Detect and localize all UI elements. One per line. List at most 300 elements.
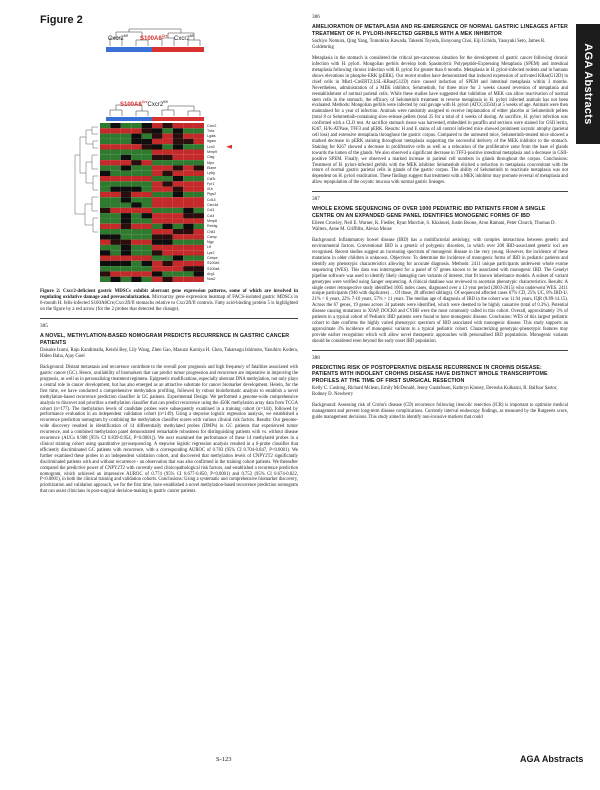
group-bar-1: [106, 47, 152, 52]
heatmap-cell: [183, 160, 193, 165]
heatmap-cell: [183, 208, 193, 213]
heatmap-cell: [100, 213, 110, 218]
heatmap-cell: [173, 234, 183, 239]
heatmap-cell: [173, 197, 183, 202]
heatmap-cell: [100, 218, 110, 223]
heatmap-cell: [173, 181, 183, 186]
heatmap-cell: [152, 187, 162, 192]
heatmap-cell: [110, 240, 120, 245]
heatmap-cell: [152, 218, 162, 223]
heatmap-cell: [142, 197, 152, 202]
heatmap-cell: [142, 250, 152, 255]
heatmap-cell: [162, 144, 172, 149]
heatmap-cell: [121, 218, 131, 223]
heatmap-cell: [173, 165, 183, 170]
heatmap-cell: [110, 277, 120, 282]
heatmap-cell: [121, 176, 131, 181]
heatmap-cell: [121, 271, 131, 276]
heatmap-cell: [162, 208, 172, 213]
heatmap-cell: [121, 155, 131, 160]
heatmap-cell: [183, 150, 193, 155]
heatmap-cell: [142, 218, 152, 223]
heatmap-cell: [142, 192, 152, 197]
heatmap-cell: [121, 213, 131, 218]
figure-2: [40, 28, 298, 286]
heatmap-cell: [152, 134, 162, 139]
abstract-388: [312, 355, 568, 422]
heatmap-cell: [110, 134, 120, 139]
abstract-title: A NOVEL, METHYLATION-BASED NOMOGRAM PREDICTS RECURRENCE IN GASTRIC CANCER PATIENTS: [40, 333, 290, 346]
heatmap-cell: [110, 229, 120, 234]
divider: [312, 191, 568, 192]
label-group-3: $Cxcr2^{fl/fl}$: [174, 34, 195, 42]
heatmap-cell: [121, 240, 131, 245]
heatmap-cell: [194, 123, 204, 128]
heatmap-cell: [121, 208, 131, 213]
gene-label: Cxcr2: [207, 123, 217, 128]
heatmap-cell: [100, 266, 110, 271]
heatmap-cell: [131, 229, 141, 234]
heatmap-cell: [110, 208, 120, 213]
heatmap-cell: [110, 218, 120, 223]
heatmap-cell: [194, 160, 204, 165]
heatmap-cell: [131, 176, 141, 181]
heatmap-cell: [100, 165, 110, 170]
right-column: [312, 14, 568, 421]
group-bar-2: [152, 47, 204, 52]
abstract-number: 385: [40, 323, 48, 329]
heatmap-cell: [142, 150, 152, 155]
heatmap-cell: [100, 208, 110, 213]
heatmap-cell: [131, 266, 141, 271]
abstract-authors: Daisuke Izumi, Raju Kandimalla, Keishi Bey, Lily Wang, Zhen Gao, Masuzo Kamiya H. Chen, Takatsugu Ishimoto, Yasuhiro Kodera, Hideo Baba, Ajay Goel: [40, 348, 298, 360]
heatmap-cell: [142, 171, 152, 176]
heatmap-cell: [162, 213, 172, 218]
gene-label: Mmp8: [207, 218, 217, 223]
heatmap-cell: [194, 187, 204, 192]
heatmap-cell: [131, 139, 141, 144]
heatmap-cell: [100, 250, 110, 255]
heatmap-cell: [131, 261, 141, 266]
heatmap-cell: [173, 160, 183, 165]
row-dendrogram: [75, 127, 98, 232]
heatmap-cell: [183, 250, 193, 255]
heatmap-cell: [100, 171, 110, 176]
group-bar-4: [152, 117, 204, 121]
heatmap-cell: [142, 213, 152, 218]
heatmap-cell: [183, 139, 193, 144]
heatmap-cell: [152, 150, 162, 155]
heatmap-cell: [121, 250, 131, 255]
heatmap-cell: [173, 277, 183, 282]
heatmap-cell: [142, 123, 152, 128]
heatmap-cell: [121, 181, 131, 186]
heatmap-cell: [142, 208, 152, 213]
heatmap-cell: [110, 160, 120, 165]
heatmap-cell: [152, 256, 162, 261]
heatmap-cell: [110, 245, 120, 250]
gene-label: Mmp9: [207, 150, 217, 154]
heatmap-cell: [110, 176, 120, 181]
heatmap-cell: [100, 155, 110, 160]
heatmap-cell: [194, 155, 204, 160]
heatmap-cell: [100, 192, 110, 197]
gene-label: Mpo: [207, 160, 214, 165]
heatmap-cell: [131, 208, 141, 213]
heatmap-cell: [110, 192, 120, 197]
heatmap-cell: [183, 229, 193, 234]
heatmap-cell: [173, 266, 183, 271]
heatmap-cell: [121, 150, 131, 155]
heatmap-cell: [131, 150, 141, 155]
heatmap-cell: [162, 139, 172, 144]
heatmap-cell: [152, 240, 162, 245]
abstract-number: 386: [312, 14, 320, 20]
heatmap-cell: [121, 134, 131, 139]
heatmap-cell: [131, 245, 141, 250]
heatmap-cell: [183, 277, 193, 282]
heatmap-cell: [131, 160, 141, 165]
heatmap-cell: [152, 271, 162, 276]
heatmap-cell: [142, 266, 152, 271]
heatmap-cell: [131, 123, 141, 128]
heatmap-cell: [142, 128, 152, 133]
abstract-385: [40, 323, 298, 495]
heatmap-cell: [110, 261, 120, 266]
gene-label: Ctsg: [207, 155, 215, 160]
heatmap-cell: [152, 261, 162, 266]
heatmap-cell: [121, 277, 131, 282]
gene-label: Itgam: [207, 139, 216, 144]
heatmap-cell: [183, 224, 193, 229]
heatmap-cell: [110, 144, 120, 149]
heatmap-cell: [100, 271, 110, 276]
heatmap-cell: [162, 134, 172, 139]
abstract-386: [312, 14, 568, 186]
heatmap-cell: [131, 197, 141, 202]
heatmap-cell: [131, 250, 141, 255]
heatmap-cell: [131, 192, 141, 197]
heatmap-cell: [194, 277, 204, 282]
heatmap-cell: [183, 165, 193, 170]
heatmap-cell: [183, 181, 193, 186]
heatmap-cell: [183, 271, 193, 276]
heatmap-cell: [100, 203, 110, 208]
heatmap-cell: [194, 144, 204, 149]
heatmap-cell: [173, 128, 183, 133]
gene-label: Ltf: [207, 245, 211, 250]
abstract-number: 388: [312, 354, 320, 361]
heatmap-cell: [100, 256, 110, 261]
heatmap-cell: [173, 208, 183, 213]
heatmap-cell: [110, 155, 120, 160]
heatmap-cell: [121, 229, 131, 234]
heatmap-cell: [152, 155, 162, 160]
heatmap-cell: [194, 203, 204, 208]
heatmap-cell: [142, 139, 152, 144]
abstract-387: [312, 196, 568, 345]
heatmap-cell: [142, 224, 152, 229]
heatmap-cell: [152, 203, 162, 208]
group-bar-3: [106, 117, 152, 121]
heatmap-cell: [173, 203, 183, 208]
heatmap-cell: [173, 256, 183, 261]
heatmap-cell: [162, 245, 172, 250]
heatmap-cell: [183, 256, 193, 261]
abstract-title: PREDICTING RISK OF POSTOPERATIVE DISEASE RECURRENCE IN CROHNS DISEASE: PATIENTS WITH INDOLENT CROHNS DISEASE HAVE DISTINCT WHOLE TRANSCRIPTOME PROFILES AT THE TIME OF FIRST SURGICAL RESECTION: [312, 364, 548, 384]
label-group-mid: $S100A8^{Cre}Cxcr2^{fl/fl}$: [120, 100, 168, 108]
heatmap-cell: [194, 150, 204, 155]
abstract-authors: Kelly C. Cushing, Richard Mclean, Emily McDonald, Jenny Gustafsson, Kathryn Kinney, Devesha Kulkarni, R. Balfour Sartor, Rodney D. Newberry: [312, 386, 558, 398]
heatmap-cell: [110, 234, 120, 239]
heatmap-cell: [110, 181, 120, 186]
heatmap-cell: [121, 266, 131, 271]
heatmap-cell: [110, 256, 120, 261]
heatmap-cell: [131, 277, 141, 282]
heatmap-cell: [152, 165, 162, 170]
heatmap-cell: [194, 134, 204, 139]
heatmap-cell: [194, 197, 204, 202]
gene-label: Il1b: [207, 187, 213, 192]
heatmap-cell: [183, 197, 193, 202]
heatmap-cell: [173, 224, 183, 229]
gene-label: Ly6g: [207, 171, 215, 176]
gene-label: Ngp: [207, 240, 214, 245]
heatmap-cell: [194, 128, 204, 133]
heatmap-cell: [173, 213, 183, 218]
heatmap-cell: [183, 123, 193, 128]
heatmap-cell: [183, 266, 193, 271]
heatmap-cell: [173, 250, 183, 255]
heatmap-cell: [110, 123, 120, 128]
heatmap-cell: [162, 155, 172, 160]
page-number: S-123: [216, 756, 232, 763]
heatmap-cell: [152, 197, 162, 202]
gene-label: Cd14: [207, 197, 216, 202]
heatmap-cell: [194, 165, 204, 170]
section-tab-label: AGA Abstracts: [582, 43, 594, 125]
heatmap-cell: [142, 229, 152, 234]
heatmap-cell: [121, 144, 131, 149]
heatmap-cell: [110, 139, 120, 144]
heatmap-cell: [121, 187, 131, 192]
gene-label: Csf3r: [207, 176, 216, 181]
heatmap-cell: [152, 171, 162, 176]
heatmap-cell: [121, 234, 131, 239]
heatmap-cell: [194, 256, 204, 261]
heatmap-cell: [173, 218, 183, 223]
heatmap-cell: [142, 234, 152, 239]
abstract-authors: Eileen Crowley, Neil E. Warner, K. Fiedler, Ryan Murchie, S. Khalouei, Justin Boone, Arun Ramani, Peter Church, Thomas D. Walters, Anne M. Griffiths, Aleixo Muise: [312, 221, 556, 233]
heatmap-cell: [162, 165, 172, 170]
heatmap-cell: [162, 187, 172, 192]
heatmap-cell: [131, 187, 141, 192]
heatmap-cell: [110, 203, 120, 208]
heatmap-cell: [100, 139, 110, 144]
heatmap-cell: [142, 176, 152, 181]
heatmap-cell: [142, 134, 152, 139]
label-group-1: $Cxcr2^{fl/fl}$: [108, 34, 129, 42]
gene-label: Ccl3: [207, 208, 215, 213]
heatmap-cell: [100, 150, 110, 155]
heatmap-cell: [194, 192, 204, 197]
gene-label: Cebpe: [207, 256, 218, 260]
heatmap-cell: [121, 256, 131, 261]
heatmap-cell: [173, 176, 183, 181]
gene-label: Ptgs2: [207, 192, 217, 197]
heatmap-cell: [162, 229, 172, 234]
heatmap-cell: [183, 144, 193, 149]
heatmap-cell: [183, 218, 193, 223]
heatmap-cell: [100, 187, 110, 192]
gene-label: Camp: [207, 234, 217, 239]
heatmap-cell: [100, 224, 110, 229]
heatmap-cell: [183, 128, 193, 133]
heatmap-cell: [152, 128, 162, 133]
heatmap-cell: [131, 134, 141, 139]
heatmap-cell: [162, 240, 172, 245]
heatmap-cell: [131, 256, 141, 261]
heatmap-cell: [194, 208, 204, 213]
heatmap-cell: [142, 240, 152, 245]
heatmap-cell: [173, 187, 183, 192]
heatmap-cell: [100, 245, 110, 250]
heatmap-cell: [131, 218, 141, 223]
heatmap-cell: [100, 240, 110, 245]
heatmap-cell: [183, 213, 193, 218]
heatmap-cell: [121, 192, 131, 197]
heatmap-cell: [173, 229, 183, 234]
heatmap-cell: [173, 134, 183, 139]
heatmap-cell: [194, 171, 204, 176]
heatmap-cell: [131, 171, 141, 176]
heatmap-cell: [152, 144, 162, 149]
abstract-body: Background: Inflammatory bowel disease (IBD) has a multifactorial aetiology, with complex interactions between genetic and environmental factors. Conventional IBD is a genetic of polygenic disorders, in which over 200 IBD-associated genetic loci are recognised. Recent studies suggest an increasing spectrum of monogenic disease in the very young. However, the incidence of these mutations in older children is unknown. Objectives: To determine the incidence of monogenic forms of IBD in pediatric patients and identify any phenotypic characteristics allowing for accurate diagnosis. Methods: 2411 unique participants underwent whole exome sequencing (WES). This data was interrogated for a panel of 67 genes known to be associated with monogenic IBD. The Genelyt pipeline software was used to identify likely damaging rare variants of interest, that fit known inheritance models. A subset of variant genotypes were verified using Sanger sequencing. A clinical database was reviewed to ascertain phenotypic characteristics. Results: A single center retrospective study identified 1005 index cases, diagnosed over a 13 year period (2003-2015) who underwent WES. 2411 unique participants (946 with duplicates) ... Of those, 28 affected siblings). Of sequenced affected cases 67% CD, 25% UC, 8% IBD-U. 21% < 6 years, 22% 7-10 years, 57% > 11 years. The median age of diagnosis of IBD in the cohort was 11.94 years, IQR (8.89-14.15). Across the 67 genes, 19 genes across 34 patients were identified, which were deemed to be highly causative (total of 0.3%). Potential disease causing mutations in XIAP, DOCK8 and CYBB were the most commonly called in this cohort. Overall, approximately 3% of patients in a typical cohort of Pediatric IBD patients were found to have monogenic disease. Conclusion: WES of this largest pediatric cohort to date confirms the highly varied phenotypic spectrum of IBD associated with monogenic disease. This study supports an approximate 3% incidence of monogenic variants in a typical pediatric cohort. Characterizing genotypic-phenotypic features may provide earlier recognition which will allow novel therapeutic approaches with personalised IBD populations. Monogenic variants should be considered even beyond the early onset IBD population.: [312, 238, 568, 344]
heatmap-cell: [162, 261, 172, 266]
heatmap-cell: [194, 250, 204, 255]
heatmap-cell: [194, 240, 204, 245]
heatmap-cell: [121, 171, 131, 176]
heatmap-cell: [152, 234, 162, 239]
heatmap-cell: [142, 256, 152, 261]
heatmap-cell: [152, 160, 162, 165]
abstract-body: Background: Distant metastasis and recurrence contribute to the overall poor prognosis and high frequency of fatalities associated with gastric cancer (GC). Hence, availability of biomarkers that can predict tumor progression and recurrence are imperative in improving the prognosis, as well as in personalizing treatment regimens. Epigenetic modifications, especially aberrant DNA methylation, not only plays a central role in cancer development, but has also emerged as an attractive substrate for cancer biomarker development. Herein, for the first time, we have conducted a comprehensive methylation profiling, followed by robust bioinformatic analysis to establish a novel methylation-based recurrence prediction classifier in GC patients. Experimental Design: We performed a genome-wide comprehensive analysis to discover and prioritize a methylation classifier that can predict recurrence using the 450K methylation array data from TCGA cohort (n=177). The methylation levels of candidate probes were subsequently examined in a training cohort (n=144), followed by performance evaluation in an independent validation cohort (n=149). Using a stepwise logistic regression analysis, we established a recurrence prediction nomogram by combining the methylation classifier scores with various clinical risk factors. Results: Our genome-wide discovery resulted in identification of 14 differentially methylated probes (DMPs) in GC patients that experienced tumor recurrence, and a combined methylation panel demonstrated remarkable robustness for distinguishing patients with vs. without disease recurrence (AUCs 0.908 [95% CI 0.839-0.954, P<0.0001]). We next examined the performance of these 14 methylated probes in a clinical training cohort using quantitative pyrosequencing. A stepwise logistic regression analysis resulted in a 6-probe classifier that efficiently discriminated GC patients with recurrence, with a corresponding AUROC of 0.783 (95% CI 0.704-0.847, P<0.0001). We further examined these probes in an independent validation cohort, and discovered that methylation levels of CNPY2T2 significantly discriminated patients with and without recurrence - an observation that was also confirmed in the training cohort patients. We thereafter compared the predictive power of CNPY2T2 with currently used clinicopathological risk factors, and established a recurrence prediction nomogram, which achieved an impressive AUROC of 0.774 (95% CI 0.677-0.850, P<0.0001) and 0.753 (95% CI 0.674-0.822, P<0.0001), in both the clinical training and validation cohorts. Conclusions: Using a systematic and comprehensive biomarker discovery, prioritization and validation approach, we for the first time, have established a novel methylation-based recurrence prediction nomogram that can assist clinicians in post-surgical decision-making in gastric cancer patients.: [40, 365, 298, 495]
heatmap-cell: [100, 261, 110, 266]
heatmap-cell: [121, 261, 131, 266]
gene-label: Elane: [207, 165, 217, 170]
heatmap-cell: [131, 234, 141, 239]
heatmap-cell: [142, 203, 152, 208]
heatmap-cell: [142, 144, 152, 149]
heatmap-cell: [173, 155, 183, 160]
heatmap-cell: [173, 261, 183, 266]
heatmap-cell: [162, 123, 172, 128]
heatmap-cell: [110, 150, 120, 155]
heatmap-cell: [162, 171, 172, 176]
heatmap-cell: [121, 123, 131, 128]
heatmap-cell: [142, 181, 152, 186]
heatmap-cell: [173, 123, 183, 128]
gene-label: Lcn2: [207, 144, 215, 149]
heatmap-cell: [194, 266, 204, 271]
heatmap-cell: [100, 123, 110, 128]
heatmap-cell: [162, 224, 172, 229]
heatmap-cell: [121, 245, 131, 250]
heatmap-cell: [131, 165, 141, 170]
heatmap-cell: [183, 171, 193, 176]
heatmap-cell: [194, 218, 204, 223]
heatmap-cell: [152, 229, 162, 234]
heatmap-cell: [162, 277, 172, 282]
heatmap-cell: [100, 229, 110, 234]
heatmap-cell: [194, 245, 204, 250]
heatmap-cell: [152, 139, 162, 144]
heatmap-cell: [110, 165, 120, 170]
heatmap-cell: [110, 187, 120, 192]
heatmap-cell: [121, 224, 131, 229]
heatmap-cell: [162, 203, 172, 208]
heatmap-cell: [142, 155, 152, 160]
heatmap-cell: [152, 181, 162, 186]
heatmap-cell: [152, 250, 162, 255]
heatmap-cell: [100, 134, 110, 139]
heatmap-cell: [110, 224, 120, 229]
figure-caption: Figure 2: Cxcr2-deficient gastric MDSCs exhibit aberrant gene expression patterns, some of which are involved in regulating oxidative damage and prevascularization. Microarray gene expression heatmap of FACS-isolated gastric MDSCs in 6-month H. felis-infected S100A8Cre;Cxcr2fl/fl stomachs relative to Cxcr2fl/fl controls. Fatty acid-binding protein 5 is highlighted on the figure by a red arrow (for the 2 probes that detected the change).: [40, 289, 298, 312]
abstract-title: AMELIORATION OF METAPLASIA AND RE-EMERGENCE OF NORMAL GASTRIC LINEAGES AFTER TREATMENT OF H. PYLORI-INFECTED GERBILS WITH A MEK INHIBITOR: [312, 24, 568, 37]
heatmap-cell: [121, 128, 131, 133]
gene-label: Chil3: [207, 229, 216, 234]
heatmap-cell: [110, 266, 120, 271]
gene-label: Arg1: [207, 271, 215, 276]
heatmap-cell: [194, 176, 204, 181]
heatmap-cell: [131, 181, 141, 186]
heatmap-cell: [121, 165, 131, 170]
heatmap-cell: [152, 123, 162, 128]
gene-label: Retnlg: [207, 224, 218, 229]
heatmap-cell: [183, 234, 193, 239]
heatmap-cell: [131, 144, 141, 149]
heatmap-cell: [121, 139, 131, 144]
gene-label: Nos2: [207, 277, 216, 282]
section-tab: [576, 24, 600, 144]
abstract-number: 387: [312, 196, 320, 203]
heatmap-cell: [162, 218, 172, 223]
heatmap-cell: [183, 240, 193, 245]
gene-label: S100a8: [207, 266, 220, 271]
heatmap-cell: [152, 192, 162, 197]
heatmap-cell: [110, 271, 120, 276]
heatmap-cell: [152, 176, 162, 181]
heatmap-cell: [142, 187, 152, 192]
heatmap-cell: [194, 224, 204, 229]
heatmap-cell: [194, 234, 204, 239]
abstract-authors: Sachiyo Nomura, Qing Yang, Tomohiko Kawada, Takeshi Toyoda, Eunyoung Choi, Eiji Uchida, Yasuyuki Seto, James R. Goldenring: [312, 39, 546, 51]
highlight-arrow: [226, 145, 232, 149]
heatmap-cell: [173, 192, 183, 197]
heatmap-cell: [162, 234, 172, 239]
heatmap-cell: [100, 234, 110, 239]
heatmap-cell: [100, 197, 110, 202]
heatmap-cell: [183, 245, 193, 250]
heatmap-cell: [131, 155, 141, 160]
heatmap-cell: [121, 160, 131, 165]
heatmap-cell: [142, 271, 152, 276]
heatmap-cell: [183, 187, 193, 192]
journal-name: AGA Abstracts: [520, 754, 584, 764]
heatmap-cell: [162, 160, 172, 165]
heatmap-cell: [173, 150, 183, 155]
heatmap-cell: [194, 271, 204, 276]
